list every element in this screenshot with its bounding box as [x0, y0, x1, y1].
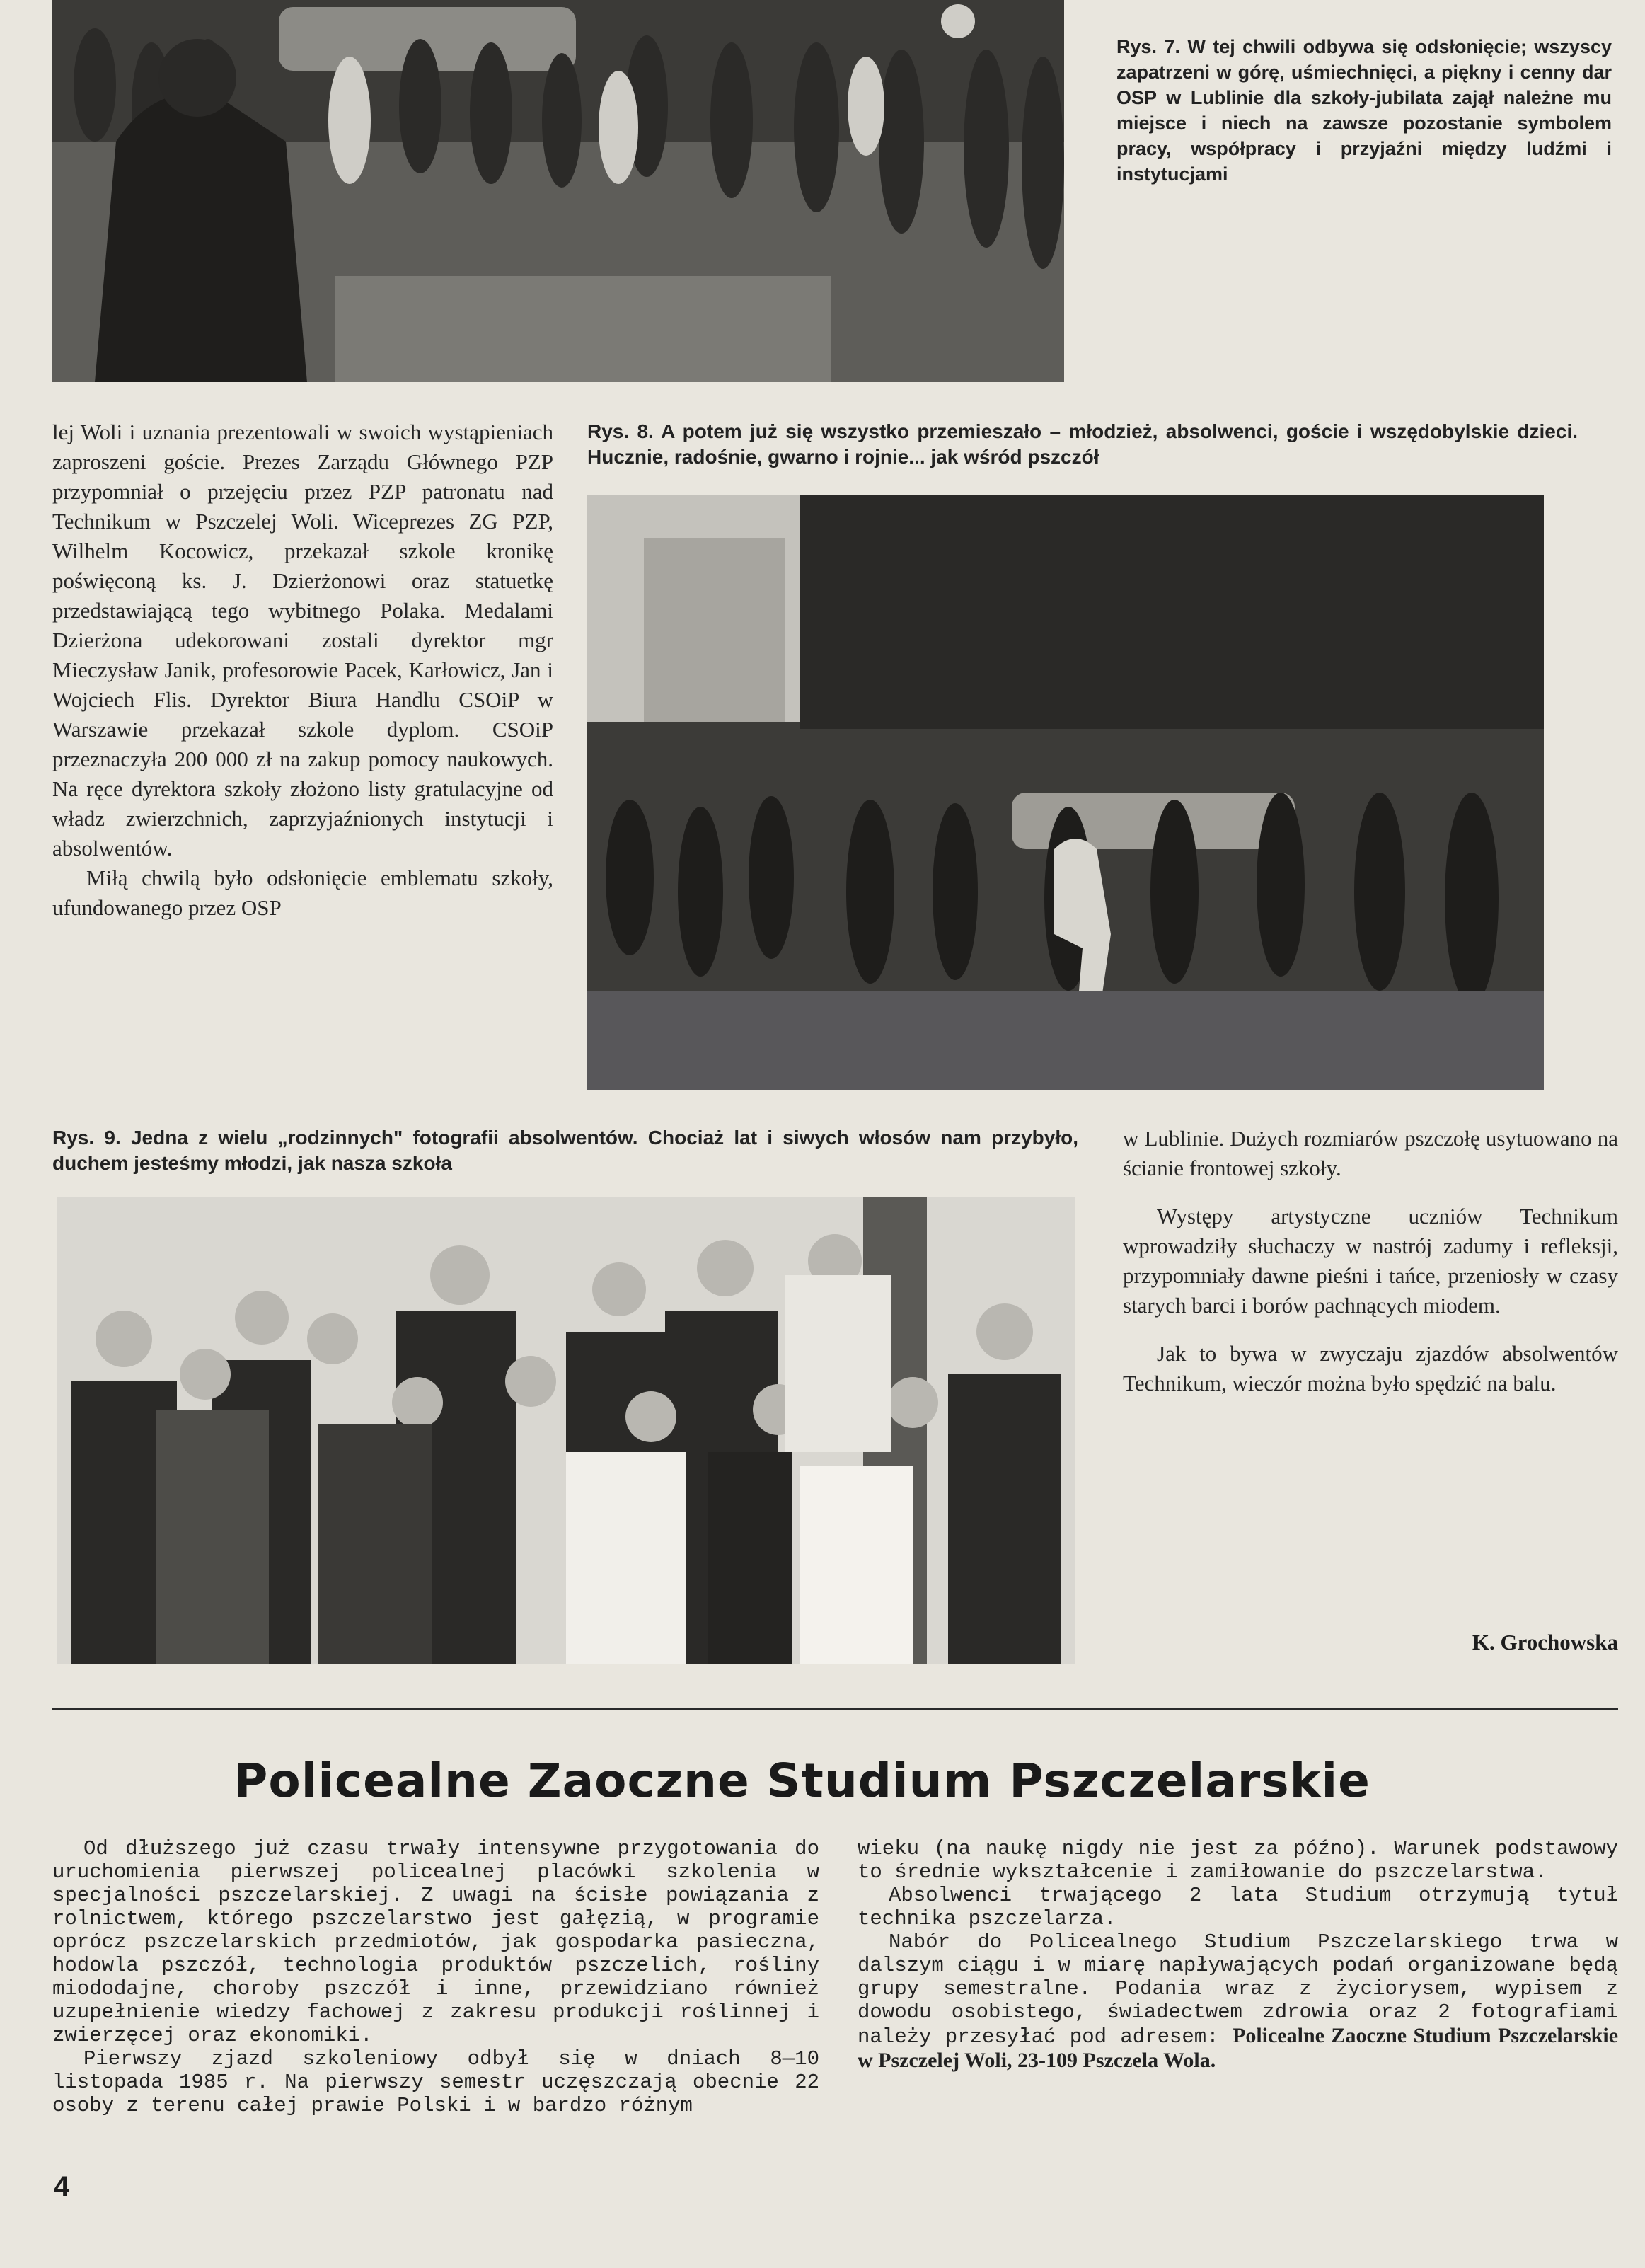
photo-rys-7	[52, 0, 1064, 382]
caption-rys-9: Rys. 9. Jedna z wielu „rodzinnych" fotografii absolwentów. Chociaż lat i siwych włosów nam przybyło, duchem jesteśmy młodzi, jak nasza szkoła	[52, 1127, 1078, 1174]
notice-paragraph: Od dłuższego już czasu trwały intensywne przygotowania do uruchomienia pierwszej policealnej placówki szkolenia w specjalności pszczelarskiej. Z uwagi na ścisłe powiązania z rolnictwem, którego pszczelarstwo jest gałęzią, w programie oprócz pszczelarskich przedmiotów, jak gospodarka pasieczna, hodowla pszczół, technologia produktów pszczelich, rośliny miododajne, choroby pszczół i inne, przewidziano również uzupełnienie wiedzy fachowej z zakresu produkcji roślinnej i zwierzęcej oraz ekonomiki.	[52, 1837, 819, 2047]
notice-recruit-text: Nabór do Policealnego Studium Pszczelarskiego trwa w dalszym ciągu i w miarę napływających podań organizowane będą grupy semestralne. Podania wraz z życiorysem, wypisem z dowodu osobistego, świadectwem zdrowia oraz 2 fotografiami należy przesyłać pod adresem:	[858, 1930, 1618, 2049]
notice-right-column	[858, 1837, 1618, 2073]
article-author: K. Grochowska	[1472, 1630, 1618, 1654]
article-paragraph: Występy artystyczne uczniów Technikum wprowadziły słuchaczy w nastrój zadumy i refleksji, przypomniały dawne pieśni i tańce, przeniosły w czasy starych barci i borów pachnących miodem.	[1123, 1204, 1618, 1318]
notice-paragraph: wieku (na naukę nigdy nie jest za późno). Warunek podstawowy to średnie wykształcenie i zamiłowanie do pszczelarstwa.	[858, 1837, 1618, 1884]
section-divider	[52, 1708, 1618, 1710]
notice-address: Policealne Zaoczne Studium Pszczelarskie w Pszczelej Woli, 23-109 Pszczela Wola.	[858, 2024, 1619, 2072]
article-paragraph: w Lublinie. Dużych rozmiarów pszczołę usytuowano na ścianie frontowej szkoły.	[1123, 1126, 1618, 1180]
notice-left-column	[52, 1837, 819, 2117]
photo-rys-8	[587, 495, 1544, 1090]
article-right-column	[1123, 1124, 1618, 1398]
notice-paragraph: Absolwenci trwającego 2 lata Studium otrzymują tytuł technika pszczelarza.	[858, 1884, 1618, 1930]
photo-rys-9	[57, 1197, 1075, 1664]
caption-rys-8: Rys. 8. A potem już się wszystko przemieszało – młodzież, absolwenci, goście i wszędobylskie dzieci. Hucznie, radośnie, gwarno i rojnie... jak wśród pszczół	[587, 420, 1578, 468]
page-number: 4	[54, 2171, 70, 2202]
article-paragraph: Miłą chwilą było odsłonięcie emblematu szkoły, ufundowanego przez OSP	[52, 865, 553, 920]
notice-title: Policealne Zaoczne Studium Pszczelarskie	[233, 1754, 1370, 1808]
article-paragraph: lej Woli i uznania prezentowali w swoich wystąpieniach zaproszeni goście. Prezes Zarządu Głównego PZP przypomniał o przejęciu przez PZP patronatu nad Technikum w Pszczelej Woli. Wiceprezes ZG PZP, Wilhelm Kocowicz, przekazał szkole kronikę poświęconą ks. J. Dzierżonowi oraz statuetkę przedstawiającą tego wybitnego Polaka. Medalami Dzierżona udekorowani zostali dyrektor mgr Mieczysław Janik, profesorowie Pacek, Karłowicz, Jan i Wojciech Flis. Dyrektor Biura Handlu CSOiP w Warszawie przekazał szkole dyplom. CSOiP przeznaczyła 200 000 zł na zakup pomocy naukowych. Na ręce dyrektora szkoły złożono listy gratulacyjne od władz zwierzchnich, zaprzyjaźnionych instytucji i absolwentów.	[52, 420, 553, 860]
notice-paragraph: Pierwszy zjazd szkoleniowy odbył się w dniach 8—10 listopada 1985 r. Na pierwszy semestr uczęszczają obecnie 22 osoby z terenu całej prawie Polski i w bardzo różnym	[52, 2047, 819, 2117]
article-left-column	[52, 418, 553, 923]
caption-rys-7: Rys. 7. W tej chwili odbywa się odsłonięcie; wszyscy zapatrzeni w górę, uśmiechnięci, a piękny i cenny dar OSP w Lublinie dla szkoły-jubilata zajął należne mu miejsce i niech na zawsze pozostanie symbolem pracy, współpracy i przyjaźni między ludźmi i instytucjami	[1116, 36, 1612, 185]
notice-recruit-paragraph	[858, 1930, 1618, 2073]
article-paragraph: Jak to bywa w zwyczaju zjazdów absolwentów Technikum, wieczór można było spędzić na balu.	[1123, 1341, 1618, 1395]
